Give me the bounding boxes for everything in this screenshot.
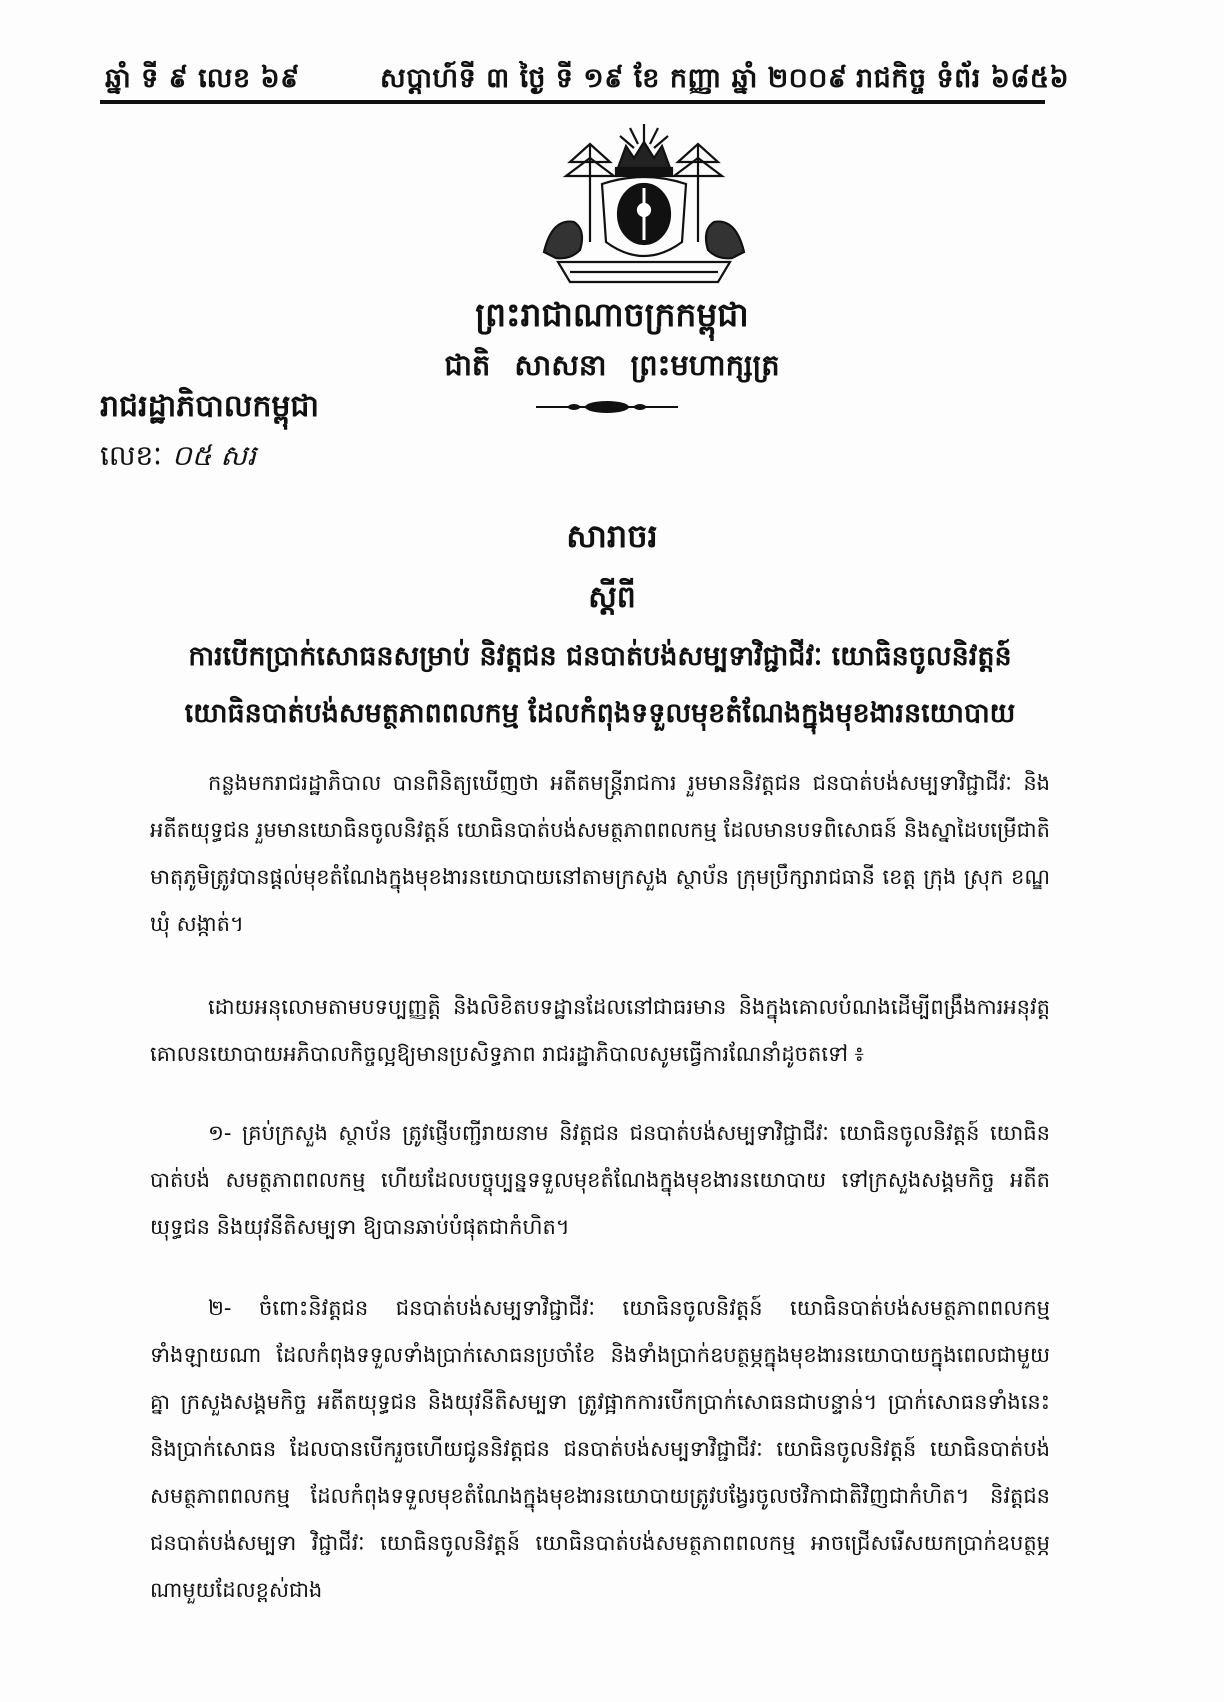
gazette-issue-number: ឆ្នាំ ទី ៩ លេខ ៦៩: [105, 63, 300, 94]
document-subject-line-1: ការបើកប្រាក់សោធនសម្រាប់ និវត្តជន ជនបាត់បង់សម្បទាវិជ្ជាជីវៈ យោធិនចូលនិវត្តន៍: [188, 641, 1012, 672]
national-motto: ជាតិ សាសនា ព្រះមហាក្សត្រ: [444, 348, 780, 382]
reference-number: ០៥ សរ: [171, 439, 256, 472]
document-subject-line-2: យោធិនបាត់បង់សមត្ថភាពពលកម្ម ដែលកំពុងទទួលមុខតំណែងក្នុងមុខងារនយោបាយ: [184, 698, 1016, 729]
royal-coat-of-arms-icon: [530, 122, 758, 292]
document-about: ស្តីពី: [588, 580, 636, 615]
reference-label: លេខៈ: [100, 439, 162, 472]
issuing-government: រាជរដ្ឋាភិបាលកម្ពុជា: [100, 389, 319, 424]
body-paragraph-item-2: ២- ចំពោះនិវត្តជន ជនបាត់បង់សម្បទាវិជ្ជាជីវៈ យោធិនចូលនិវត្តន៍ យោធិនបាត់បង់សមត្ថភាពពលកម្មទាំងឡាយណា ដែលកំពុងទទួលទាំងប្រាក់សោធនប្រចាំខែ និងទាំងប្រាក់ឧបត្ថម្ភក្នុងមុខងារនយោបាយក្នុងពេលជាមួយគ្នា ក្រសួងសង្គមកិច្ច អតីតយុទ្ធជន និងយុវនីតិសម្បទា ត្រូវផ្អាកការបើកប្រាក់សោធនជាបន្ទាន់។ ប្រាក់សោធនទាំងនេះ និងប្រាក់សោធន ដែលបានបើករួចហើយជូននិវត្តជន ជនបាត់បង់សម្បទាវិជ្ជាជីវៈ យោធិនចូលនិវត្តន៍ យោធិនបាត់បង់សមត្ថភាពពលកម្ម ដែលកំពុងទទួលមុខតំណែងក្នុងមុខងារនយោបាយត្រូវបង្វែរចូលថវិកាជាតិវិញជាកំហិត។ និវត្តជន ជនបាត់បង់សម្បទា វិជ្ជាជីវៈ យោធិនចូលនិវត្តន៍ យោធិនបាត់បង់សមត្ថភាពពលកម្ម អាចជ្រើសរើសយកប្រាក់ឧបត្ថម្ភណាមួយដែលខ្ពស់ជាង: [150, 1296, 1050, 1602]
document-type: សារាចរ: [566, 517, 658, 555]
body-paragraph: កន្លងមករាជរដ្ឋាភិបាល បានពិនិត្យឃើញថា អតីតមន្ត្រីរាជការ រួមមាននិវត្តជន ជនបាត់បង់សម្បទាវិជ្ជាជីវៈ និង អតីតយុទ្ធជន រួមមានយោធិនចូលនិវត្តន៍ យោធិនបាត់បង់សមត្ថភាពពលកម្ម ដែលមានបទពិសោធន៍ និងស្នាដៃបម្រើជាតិ មាតុភូមិត្រូវបានផ្តល់មុខតំណែងក្នុងមុខងារនយោបាយនៅតាមក្រសួង ស្ថាប័ន ក្រុមប្រឹក្សារាជធានី ខេត្ត ក្រុង ស្រុក ខណ្ឌ ឃុំ សង្កាត់។: [150, 771, 1050, 936]
ornamental-divider-icon: [536, 400, 678, 414]
gazette-page-number: រាជកិច្ច ទំព័រ ៦៨៥៦: [856, 63, 1070, 94]
body-paragraph-item-1: ១- គ្រប់ក្រសួង ស្ថាប័ន ត្រូវផ្ញើបញ្ជីរាយនាម និវត្តជន ជនបាត់បង់សម្បទាវិជ្ជាជីវៈ យោធិនចូលនិវត្តន៍ យោធិនបាត់បង់ សមត្ថភាពពលកម្ម ហើយដែលបច្ចុប្បន្នទទួលមុខតំណែងក្នុងមុខងារនយោបាយ ទៅក្រសួងសង្គមកិច្ច អតីតយុទ្ធជន និងយុវនីតិសម្បទា ឱ្យបានឆាប់បំផុតជាកំហិត។: [150, 1121, 1050, 1239]
document-reference: [100, 438, 256, 479]
body-paragraph: ដោយអនុលោមតាមបទប្បញ្ញត្តិ និងលិខិតបទដ្ឋានដែលនៅជាធរមាន និងក្នុងគោលបំណងដើម្បីពង្រឹងការអនុវត្ត គោលនយោបាយអភិបាលកិច្ចល្អឱ្យមានប្រសិទ្ធភាព រាជរដ្ឋាភិបាលសូមធ្វើការណែនាំដូចតទៅ ៖: [150, 995, 1050, 1066]
header-divider: [100, 100, 1045, 104]
kingdom-title: ព្រះរាជាណាចក្រកម្ពុជា: [475, 295, 749, 334]
gazette-date: សប្តាហ៍ទី ៣ ថ្ងៃ ទី ១៩ ខែ កញ្ញា ឆ្នាំ ២០០៩: [380, 63, 848, 94]
